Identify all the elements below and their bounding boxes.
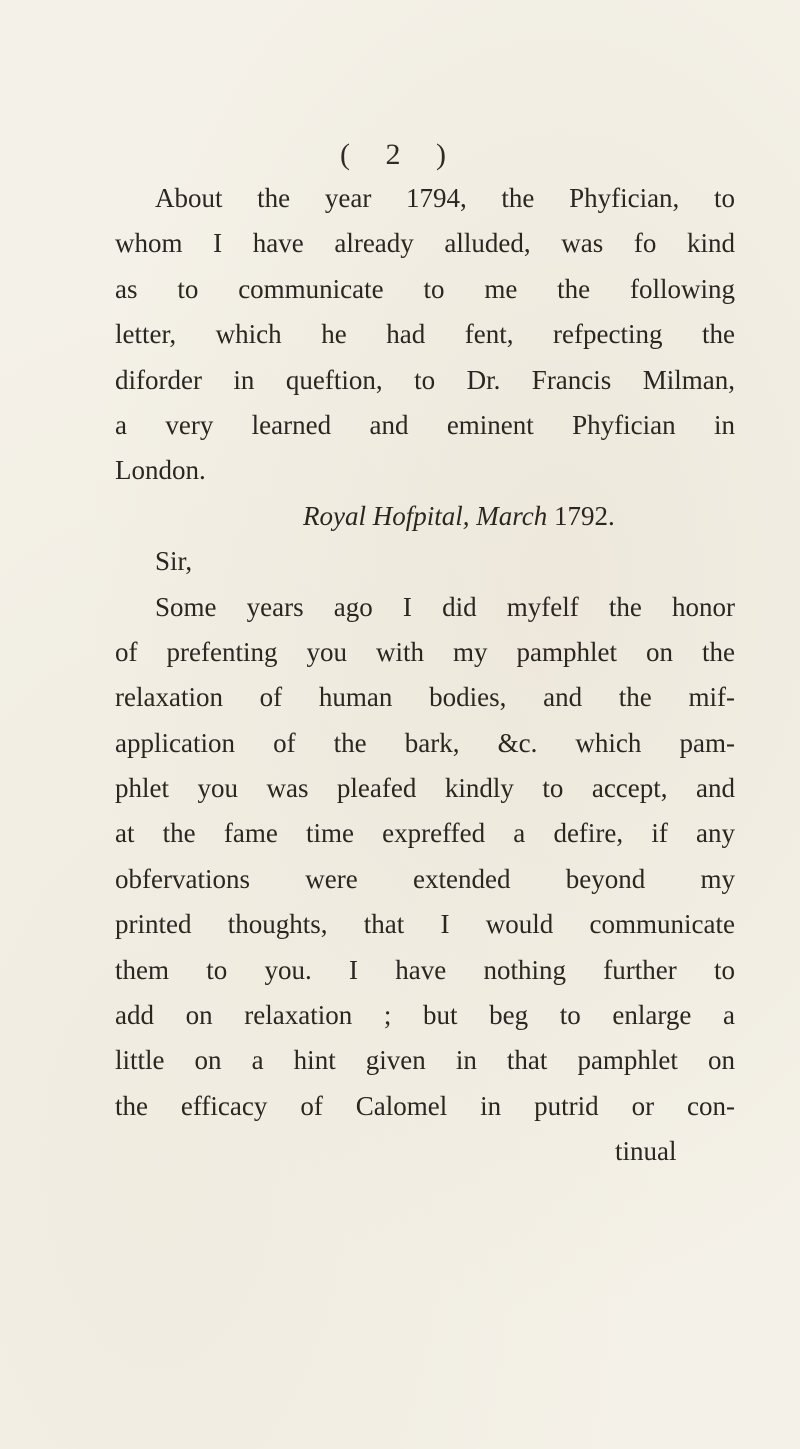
text-line: whom I have already alluded, was fo kind: [115, 228, 735, 259]
text-line: of prefenting you with my pamphlet on the: [115, 636, 735, 667]
text-line: phlet you was pleafed kindly to accept, and: [115, 773, 735, 804]
text-line: application of the bark, &c. which pam-: [115, 727, 735, 758]
catchword: tinual: [615, 1136, 677, 1167]
text-line: obfervations were extended beyond my: [115, 863, 735, 894]
letter-dateline: [115, 494, 735, 539]
text-line: About the year 1794, the Phyfician, to: [155, 183, 735, 213]
text-line: letter, which he had fent, refpecting the: [115, 319, 735, 350]
text-line: at the fame time expreffed a defire, if any: [115, 818, 735, 849]
letter-salutation: Sir,: [155, 546, 193, 577]
text-line: a very learned and eminent Phyfician in: [115, 409, 735, 440]
dateline-place: Royal Hofpital, March: [303, 500, 548, 531]
text-line: relaxation of human bodies, and the mif-: [115, 682, 735, 713]
text-line: printed thoughts, that I would communicate: [115, 909, 735, 940]
text-line: them to you. I have nothing further to: [115, 954, 735, 985]
dateline-year: 1792.: [553, 500, 615, 531]
text-line: as to communicate to me the following: [115, 273, 735, 304]
text-line: the efficacy of Calomel in putrid or con-: [115, 1090, 735, 1121]
text-line: Some years ago I did myfelf the honor: [155, 591, 735, 622]
text-line: London.: [115, 455, 206, 486]
body-text: [115, 176, 735, 1175]
text-line: add on relaxation ; but beg to enlarge a: [115, 1000, 735, 1031]
text-line: diforder in queftion, to Dr. Francis Milman,: [115, 364, 735, 395]
text-line: little on a hint given in that pamphlet on: [115, 1045, 735, 1076]
page-number: ( 2 ): [340, 138, 460, 171]
